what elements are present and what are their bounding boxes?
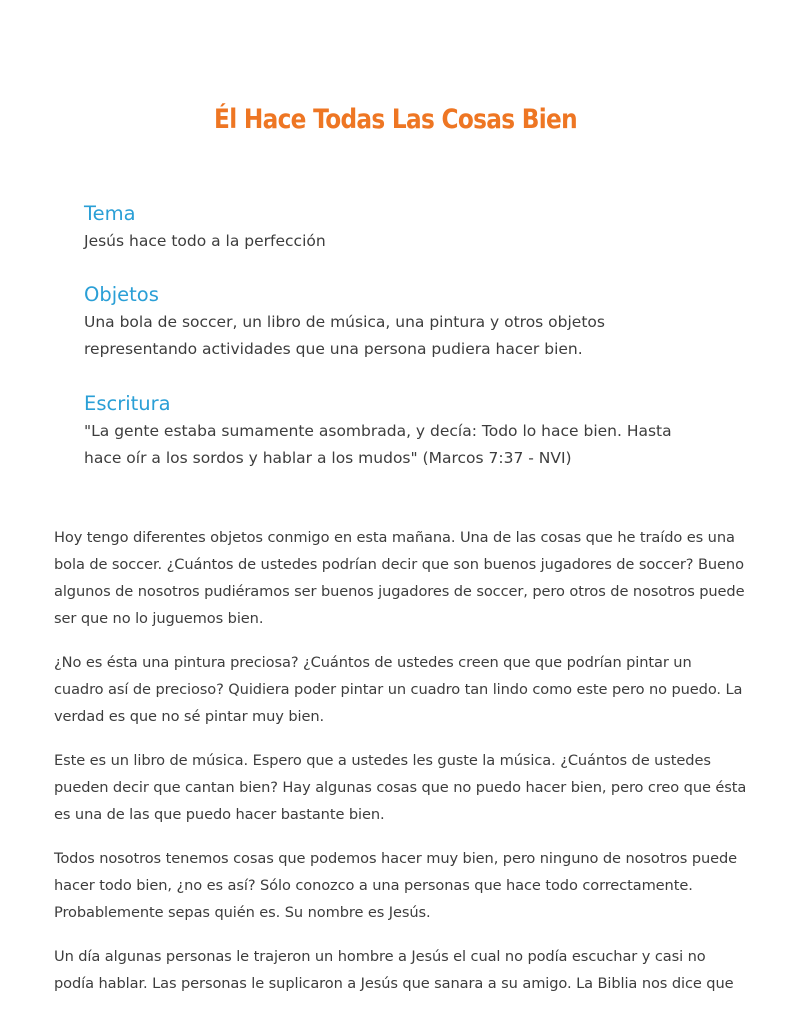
text-line: Jesús hace todo a la perfección <box>84 232 326 250</box>
text-line: es una de las que puedo hacer bastante bien. <box>54 806 385 823</box>
section-body-objetos <box>84 309 605 363</box>
text-line: representando actividades que una persona pudiera hacer bien. <box>84 340 583 358</box>
text-line: Un día algunas personas le trajeron un hombre a Jesús el cual no podía escuchar y casi no <box>54 948 706 965</box>
section-heading-tema: Tema <box>84 202 136 225</box>
section-objetos <box>84 281 605 363</box>
section-escritura <box>84 390 672 472</box>
text-line: Hoy tengo diferentes objetos conmigo en esta mañana. Una de las cosas que he traído es una <box>54 529 735 546</box>
text-line: pueden decir que cantan bien? Hay algunas cosas que no puedo hacer bien, pero creo que ésta <box>54 779 747 796</box>
text-line: Probablemente sepas quién es. Su nombre es Jesús. <box>54 904 431 921</box>
section-heading-escritura: Escritura <box>84 392 171 415</box>
paragraph <box>54 845 744 926</box>
paragraph <box>54 747 747 828</box>
text-line: algunos de nosotros pudiéramos ser buenos jugadores de soccer, pero otros de nosotros puede <box>54 583 745 600</box>
section-tema <box>84 200 326 255</box>
text-line: "La gente estaba sumamente asombrada, y decía: Todo lo hace bien. Hasta <box>84 422 672 440</box>
text-line: podía hablar. Las personas le suplicaron a Jesús que sanara a su amigo. La Biblia nos dice que <box>54 975 734 992</box>
paragraph <box>54 649 744 730</box>
paragraph <box>54 524 744 632</box>
page-title: Él Hace Todas Las Cosas Bien <box>214 104 577 135</box>
text-line: Una bola de soccer, un libro de música, una pintura y otros objetos <box>84 313 605 331</box>
text-line: verdad es que no sé pintar muy bien. <box>54 708 325 725</box>
text-line: Todos nosotros tenemos cosas que podemos hacer muy bien, pero ninguno de nosotros puede <box>54 850 738 867</box>
paragraph <box>54 943 744 997</box>
text-line: Este es un libro de música. Espero que a ustedes les guste la música. ¿Cuántos de ustedes <box>54 752 711 769</box>
text-line: hace oír a los sordos y hablar a los mudos" (Marcos 7:37 - NVI) <box>84 449 572 467</box>
text-line: hacer todo bien, ¿no es así? Sólo conozco a una personas que hace todo correctamente. <box>54 877 693 894</box>
text-line: cuadro así de precioso? Quidiera poder pintar un cuadro tan lindo como este pero no puedo. La <box>54 681 743 698</box>
text-line: bola de soccer. ¿Cuántos de ustedes podrían decir que son buenos jugadores de soccer? Bueno <box>54 556 744 573</box>
text-line: ¿No es ésta una pintura preciosa? ¿Cuántos de ustedes creen que que podrían pintar un <box>54 654 692 671</box>
text-line: ser que no lo juguemos bien. <box>54 610 264 627</box>
section-body-escritura <box>84 418 672 472</box>
body-text <box>54 524 747 1014</box>
section-body-tema <box>84 228 326 255</box>
section-heading-objetos: Objetos <box>84 283 159 306</box>
